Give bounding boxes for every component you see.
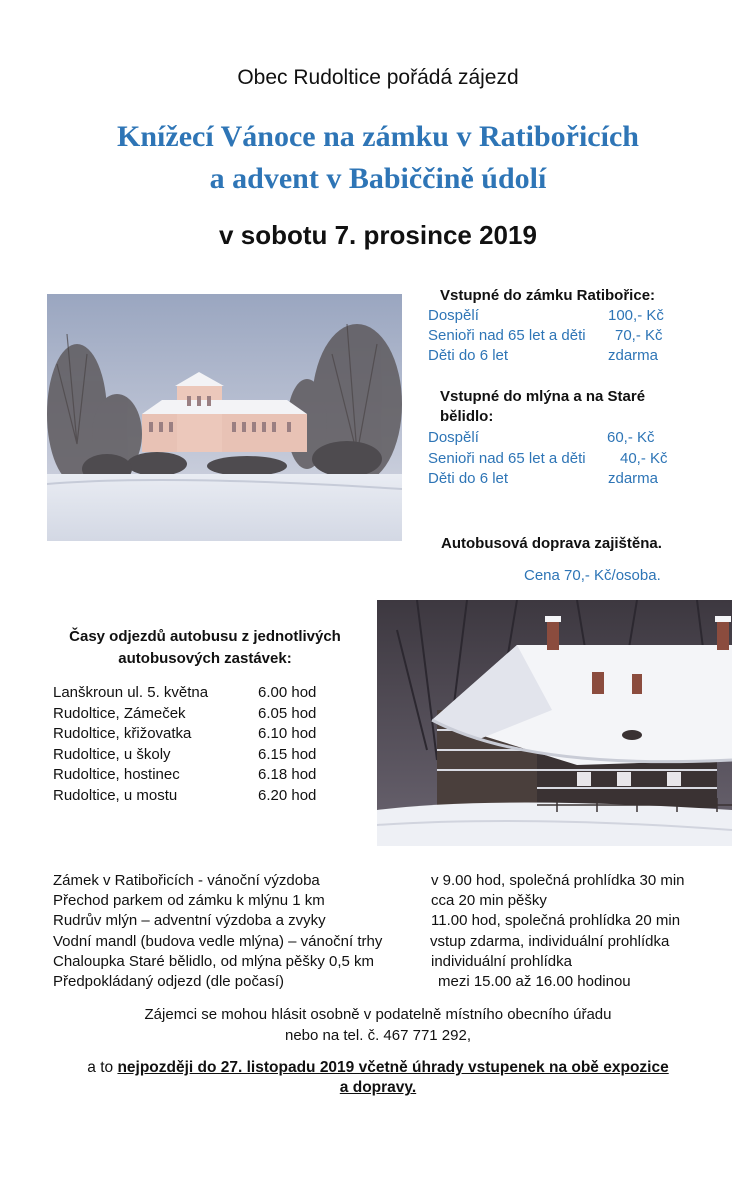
- contact-line1: Zájemci se mohou hlásit osobně v podatelně místního obecního úřadu: [144, 1006, 612, 1023]
- bus-price: Cena 70,- Kč/osoba.: [524, 567, 661, 584]
- schedule-row: [53, 746, 373, 763]
- castle-price-row: [428, 347, 728, 364]
- price-value: 70,- Kč: [615, 327, 663, 344]
- mill-price-heading-line2: bělidlo:: [440, 408, 494, 425]
- schedule-row: [53, 766, 373, 783]
- price-label: Senioři nad 65 let a děti: [428, 450, 586, 467]
- castle-price-row: [428, 327, 728, 344]
- price-label: Dospělí: [428, 429, 479, 446]
- deadline-line1: [0, 1059, 756, 1077]
- price-label: Senioři nad 65 let a děti: [428, 327, 586, 344]
- program-row: [53, 953, 743, 970]
- program-item: Zámek v Ratibořicích - vánoční výzdoba: [53, 872, 320, 889]
- contact-line2: nebo na tel. č. 467 771 292,: [285, 1027, 471, 1044]
- program-item: Vodní mandl (budova vedle mlýna) – vánoční trhy: [53, 933, 383, 950]
- program-item: Předpokládaný odjezd (dle počasí): [53, 973, 284, 990]
- bus-stop: Rudoltice, u mostu: [53, 787, 178, 804]
- cottage-photo: [377, 600, 732, 846]
- deadline-text: nejpozději do 27. listopadu 2019 včetně úhrady vstupenek na obě expozice: [117, 1059, 669, 1076]
- deadline-line2: [0, 1079, 756, 1097]
- bus-heading: Autobusová doprava zajištěna.: [441, 535, 662, 552]
- program-row: [53, 892, 743, 909]
- deadline-text-end: a dopravy.: [339, 1079, 417, 1096]
- price-value: 100,- Kč: [608, 307, 664, 324]
- price-value: 60,- Kč: [607, 429, 655, 446]
- departure-time: 6.10 hod: [258, 725, 317, 742]
- schedule-row: [53, 684, 373, 701]
- program-info: vstup zdarma, individuální prohlídka: [430, 933, 670, 950]
- program-item: Rudrův mlýn – adventní výzdoba a zvyky: [53, 912, 326, 929]
- mill-price-row: [428, 450, 728, 467]
- event-title-line2: a advent v Babiččině údolí: [209, 162, 547, 195]
- bus-stop: Rudoltice, Zámeček: [53, 705, 186, 722]
- schedule-row: [53, 705, 373, 722]
- price-value: zdarma: [608, 347, 659, 364]
- castle-price-row: [428, 307, 728, 324]
- organizer-line: Obec Rudoltice pořádá zájezd: [237, 66, 519, 89]
- price-value: 40,- Kč: [620, 450, 668, 467]
- schedule-heading-line2: autobusových zastávek:: [118, 650, 292, 667]
- program-row: [53, 912, 743, 929]
- program-item: Přechod parkem od zámku k mlýnu 1 km: [53, 892, 325, 909]
- price-label: Dospělí: [428, 307, 479, 324]
- program-info: cca 20 min pěšky: [431, 892, 547, 909]
- program-row: [53, 933, 743, 950]
- bus-stop: Rudoltice, křižovatka: [53, 725, 192, 742]
- program-info: mezi 15.00 až 16.00 hodinou: [438, 973, 631, 990]
- price-value: zdarma: [608, 470, 659, 487]
- price-label: Děti do 6 let: [428, 347, 509, 364]
- bus-stop: Rudoltice, u školy: [53, 746, 171, 763]
- event-date: v sobotu 7. prosince 2019: [219, 220, 537, 250]
- mill-price-row: [428, 429, 728, 446]
- bus-stop: Rudoltice, hostinec: [53, 766, 180, 783]
- schedule-heading-line1: Časy odjezdů autobusu z jednotlivých: [69, 628, 341, 645]
- event-title-line1: Knížecí Vánoce na zámku v Ratibořicích: [117, 120, 639, 153]
- castle-photo: [47, 294, 402, 541]
- program-info: 11.00 hod, společná prohlídka 20 min: [431, 912, 681, 929]
- program-item: Chaloupka Staré bělidlo, od mlýna pěšky 0,5 km: [53, 953, 375, 970]
- departure-time: 6.00 hod: [258, 684, 317, 701]
- price-label: Děti do 6 let: [428, 470, 509, 487]
- departure-time: 6.05 hod: [258, 705, 317, 722]
- departure-time: 6.20 hod: [258, 787, 317, 804]
- mill-price-heading-line1: Vstupné do mlýna a na Staré: [440, 388, 646, 405]
- schedule-row: [53, 787, 373, 804]
- schedule-row: [53, 725, 373, 742]
- departure-time: 6.18 hod: [258, 766, 317, 783]
- program-row: [53, 973, 743, 990]
- departure-time: 6.15 hod: [258, 746, 317, 763]
- program-info: individuální prohlídka: [431, 953, 572, 970]
- castle-price-heading: Vstupné do zámku Ratibořice:: [440, 287, 656, 304]
- program-info: v 9.00 hod, společná prohlídka 30 min: [431, 872, 685, 889]
- deadline-prefix: a to: [87, 1059, 118, 1076]
- mill-price-row: [428, 470, 728, 487]
- program-row: [53, 872, 743, 889]
- bus-stop: Lanškroun ul. 5. května: [53, 684, 209, 701]
